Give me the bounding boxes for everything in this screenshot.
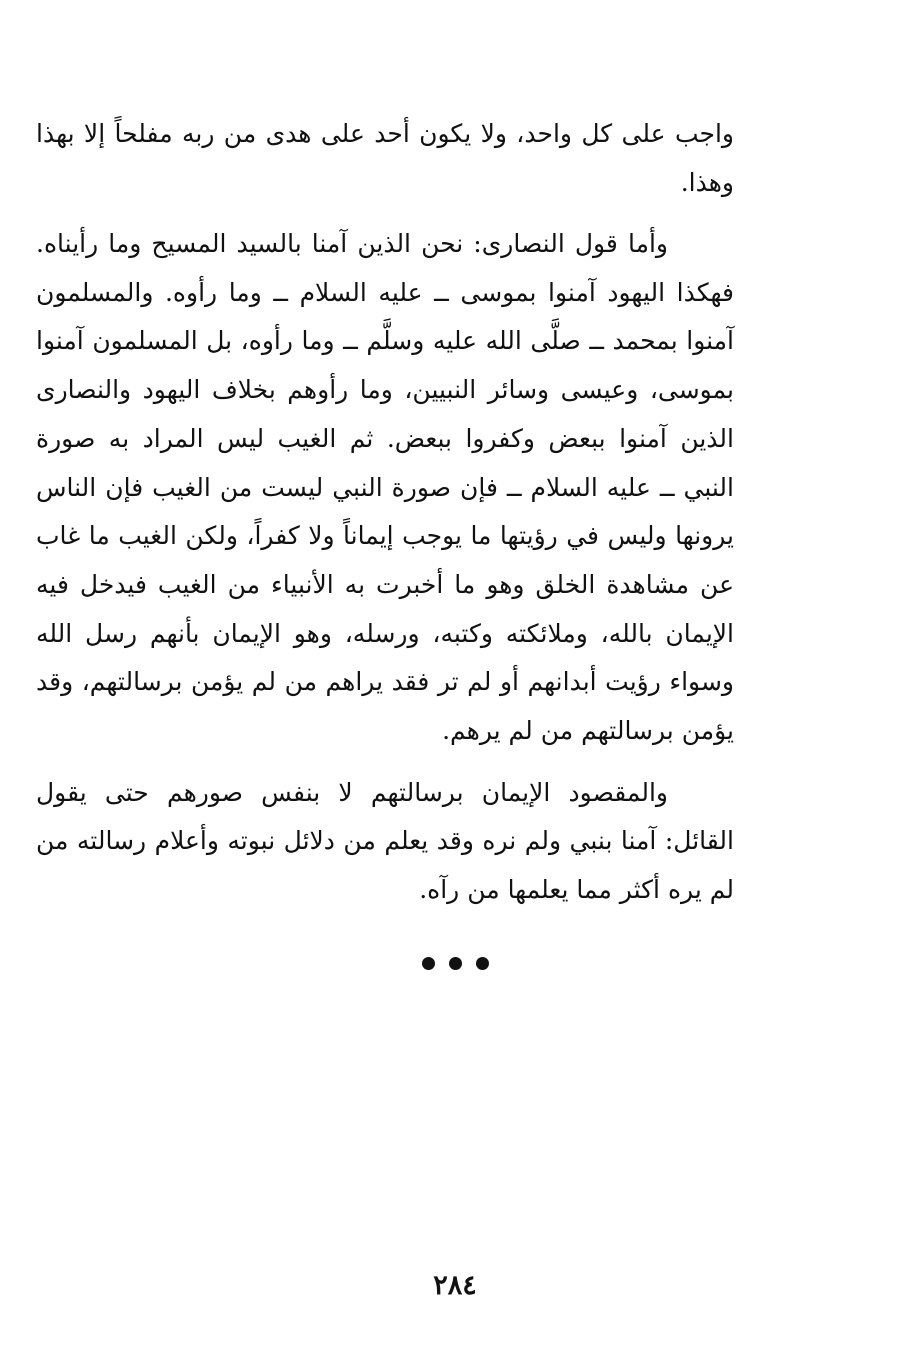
section-separator: [0, 955, 910, 974]
separator-dot-icon: [449, 957, 462, 970]
separator-dot-icon: [476, 957, 489, 970]
paragraph-2: وأما قول النصارى: نحن الذين آمنا بالسيد المسيح وما رأيناه. فهكذا اليهود آمنوا بموسى ــ عليه السلام ــ وما رأوه. والمسلمون آمنوا بمحمد ــ صلَّى الله عليه وسلَّم ــ وما رأوه، بل المسلمون آمنوا بموسى، وعيسى وسائر النبيين، وما رأوهم بخلاف اليهود والنصارى الذين آمنوا ببعض وكفروا ببعض. ثم الغيب ليس المراد به صورة النبي ــ عليه السلام ــ فإن صورة النبي ليست من الغيب فإن الناس يرونها وليس في رؤيتها ما يوجب إيماناً ولا كفراً، ولكن الغيب ما غاب عن مشاهدة الخلق وهو ما أخبرت به الأنبياء من الغيب فيدخل فيه الإيمان بالله، وملائكته وكتبه، ورسله، وهو الإيمان بأنهم رسل الله وسواء رؤيت أبدانهم أو لم تر فقد يراهم من لم يؤمن برسالتهم، وقد يؤمن برسالتهم من لم يرهم.: [36, 229, 734, 746]
body-text: [36, 110, 734, 915]
paragraph-3: والمقصود الإيمان برسالتهم لا بنفس صورهم حتى يقول القائل: آمنا بنبي ولم نره وقد يعلم من دلائل نبوته وأعلام رسالته من لم يره أكثر مما يعلمها من رآه.: [36, 777, 734, 905]
page-number: ٢٨٤: [433, 1270, 477, 1301]
separator-dot-icon: [422, 957, 435, 970]
paragraph-1: واجب على كل واحد، ولا يكون أحد على هدى من ربه مفلحاً إلا بهذا وهذا.: [36, 119, 734, 197]
